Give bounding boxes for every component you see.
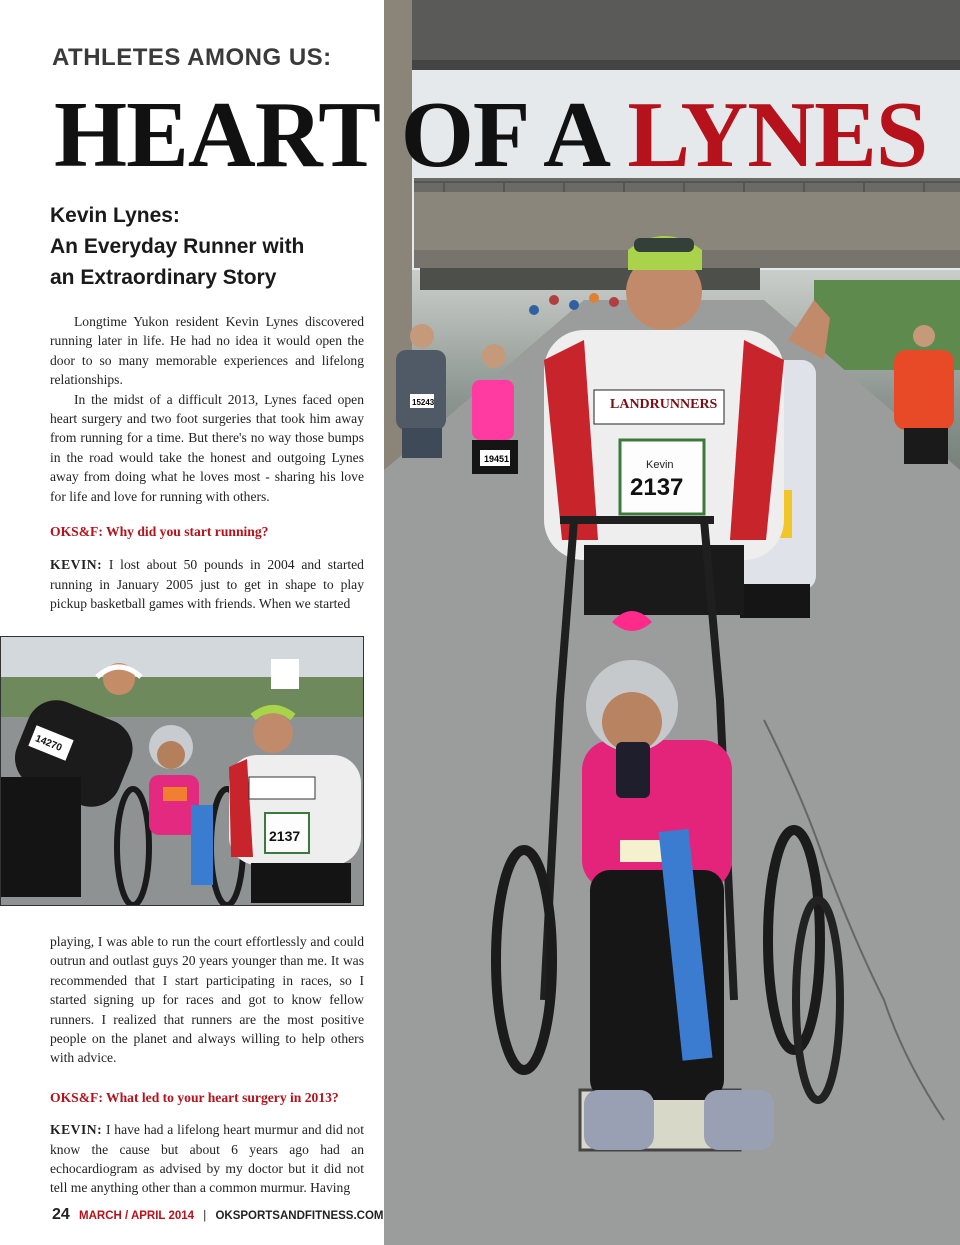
inset-photo-illustration — [1, 637, 364, 906]
issue-date: MARCH / APRIL 2014 — [79, 1210, 195, 1222]
answer-2-text — [50, 1120, 364, 1198]
page-footer — [52, 1206, 383, 1224]
headline — [54, 83, 928, 187]
answer-1-part-1: I lost about 50 pounds in 2004 and started running in January 2005 just to get in shape to play pickup basketball games with friends. When we started — [50, 557, 364, 612]
speaker-label-2: KEVIN: — [50, 1122, 103, 1138]
bib-runner-a: 15243 — [412, 398, 435, 407]
question-1-text — [50, 522, 364, 541]
deck-line-3: an Extraordinary Story — [50, 266, 277, 289]
footer-separator: | — [203, 1210, 207, 1222]
bib-kevin-name: Kevin — [646, 459, 674, 471]
shirt-text: LANDRUNNERS — [610, 397, 718, 412]
deck-line-2: An Everyday Runner with — [50, 235, 305, 258]
headline-part-1: HEART OF A — [54, 83, 605, 187]
bib-kevin-number: 2137 — [630, 474, 684, 501]
intro-paragraph-1: Longtime Yukon resident Kevin Lynes discovered running later in life. He had no idea it would open the door to so many memorable experiences and lifelong relationships. — [50, 314, 364, 388]
website-link[interactable]: OKSPORTSANDFITNESS.COM — [215, 1210, 384, 1222]
inset-bib-runner: 14270 — [33, 733, 64, 754]
page-number: 24 — [52, 1206, 70, 1223]
article-column-top — [50, 312, 364, 614]
inset-bib-kevin: 2137 — [269, 828, 301, 844]
deck-subtitle — [50, 200, 304, 293]
question-2-text — [50, 1088, 364, 1107]
answer-2-part-1: I have had a lifelong heart murmur and did not know the cause but about 6 years ago had an echocardiogram as advised by my doctor but it did not tell me anything other than a common murmur. Having — [50, 1122, 364, 1196]
answer-1-part-2: playing, I was able to run the court effortlessly and could outrun and outlast guys 20 years younger than me. It was recommended that I start participating in races, so I started signing up for races and got to know fellow runners. I realized that runners are the most positive people on the planet and always willing to help others with advice. — [50, 934, 364, 1066]
deck-line-1: Kevin Lynes: — [50, 204, 180, 227]
speaker-label-1: KEVIN: — [50, 557, 103, 573]
question-1: OKS&F: Why did you start running? — [50, 524, 269, 540]
kicker-heading: ATHLETES AMONG US: — [52, 44, 332, 71]
answer-1-part-1-text — [50, 555, 364, 613]
intro-paragraph-2: In the midst of a difficult 2013, Lynes faced open heart surgery and two foot surgeries that took him away from running for a time. But there's no way those bumps in the road would take the honest and outgoing Lynes away from doing what he loves most - sharing his love for life and love for running with others. — [50, 391, 364, 504]
bib-runner-b: 19451 — [484, 454, 510, 464]
article-column-middle — [50, 932, 364, 1198]
question-2: OKS&F: What led to your heart surgery in 2013? — [50, 1089, 339, 1105]
headline-part-2: LYNES — [627, 83, 928, 187]
inset-photo — [0, 636, 364, 906]
